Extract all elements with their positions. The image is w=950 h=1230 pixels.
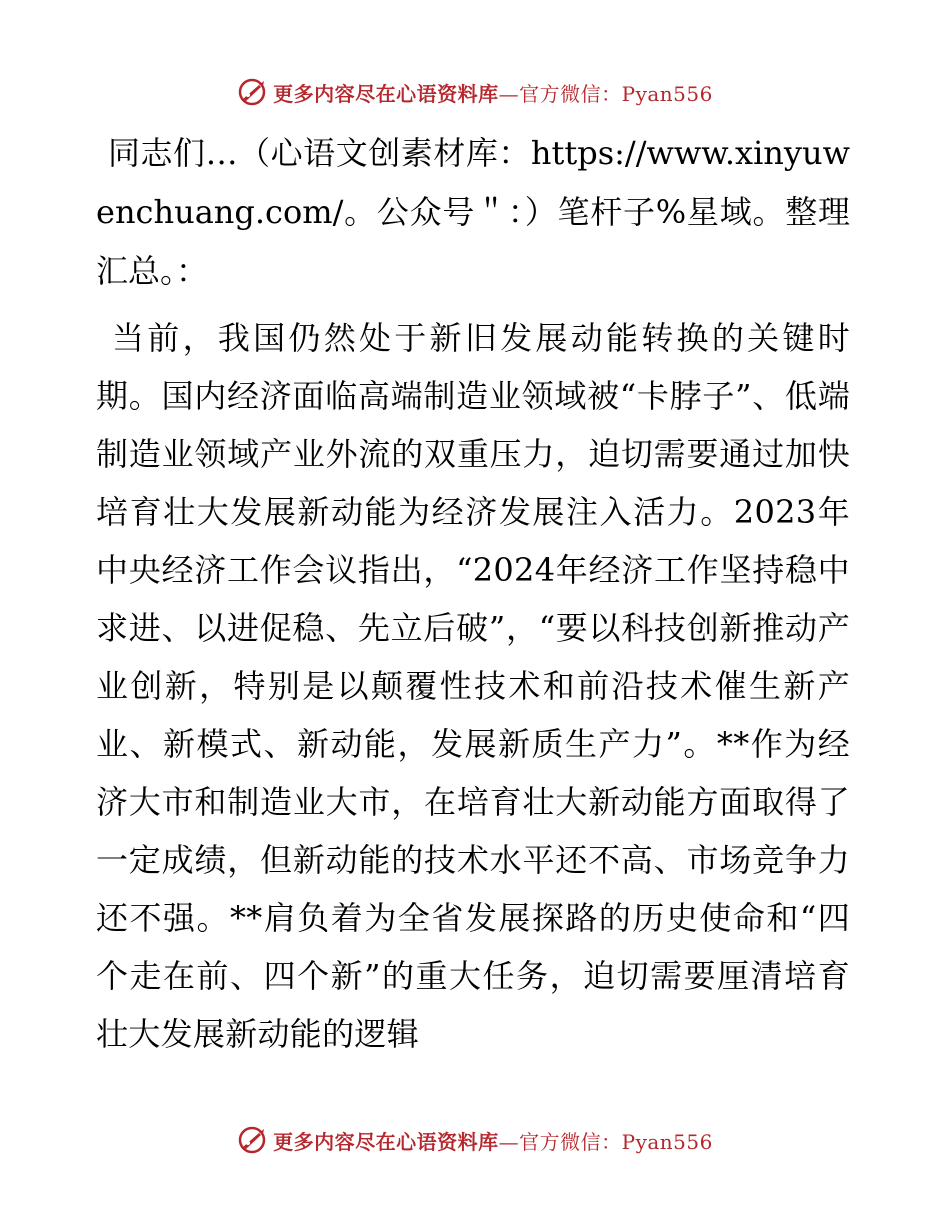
banner-separator: — [498, 81, 520, 106]
banner-slogan: 更多内容尽在心语资料库 [273, 1129, 499, 1154]
footer-banner[interactable] [0, 1120, 950, 1160]
banner-official-label: 官方微信： [519, 1129, 622, 1154]
footer-banner-text [273, 1126, 713, 1155]
intro-paragraph: 同志们…（心语文创素材库：https://www.xinyuwenchuang.com/。公众号＂：）笔杆子%星域。整理汇总。： [96, 134, 850, 290]
quill-seal-icon [237, 1125, 267, 1155]
main-paragraph: 当前，我国仍然处于新旧发展动能转换的关键时期。国内经济面临高端制造业领域被“卡脖子”、低端制造业领域产业外流的双重压力，迫切需要通过加快培育壮大发展新动能为经济发展注入活力。2023年中央经济工作会议指出，“2024年经济工作坚持稳中求进、以进促稳、先立后破”，“要以科技创新推动产业创新，特别是以颠覆性技术和前沿技术催生新产业、新模式、新动能，发展新质生产力”。**作为经济大市和制造业大市，在培育壮大新动能方面取得了一定成绩，但新动能的技术水平还不高、市场竞争力还不强。**肩负着为全省发展探路的历史使命和“四个走在前、四个新”的重大任务，迫切需要厘清培育壮大发展新动能的逻辑 [96, 319, 850, 1053]
banner-slogan: 更多内容尽在心语资料库 [273, 81, 499, 106]
banner-official-label: 官方微信： [519, 81, 622, 106]
document-body [96, 124, 850, 1063]
banner-wechat-id: Pyan556 [621, 81, 713, 106]
header-banner-text [273, 78, 713, 107]
banner-wechat-id: Pyan556 [621, 1129, 713, 1154]
quill-seal-icon [237, 77, 267, 107]
banner-separator: — [498, 1129, 520, 1154]
header-banner[interactable] [0, 72, 950, 112]
